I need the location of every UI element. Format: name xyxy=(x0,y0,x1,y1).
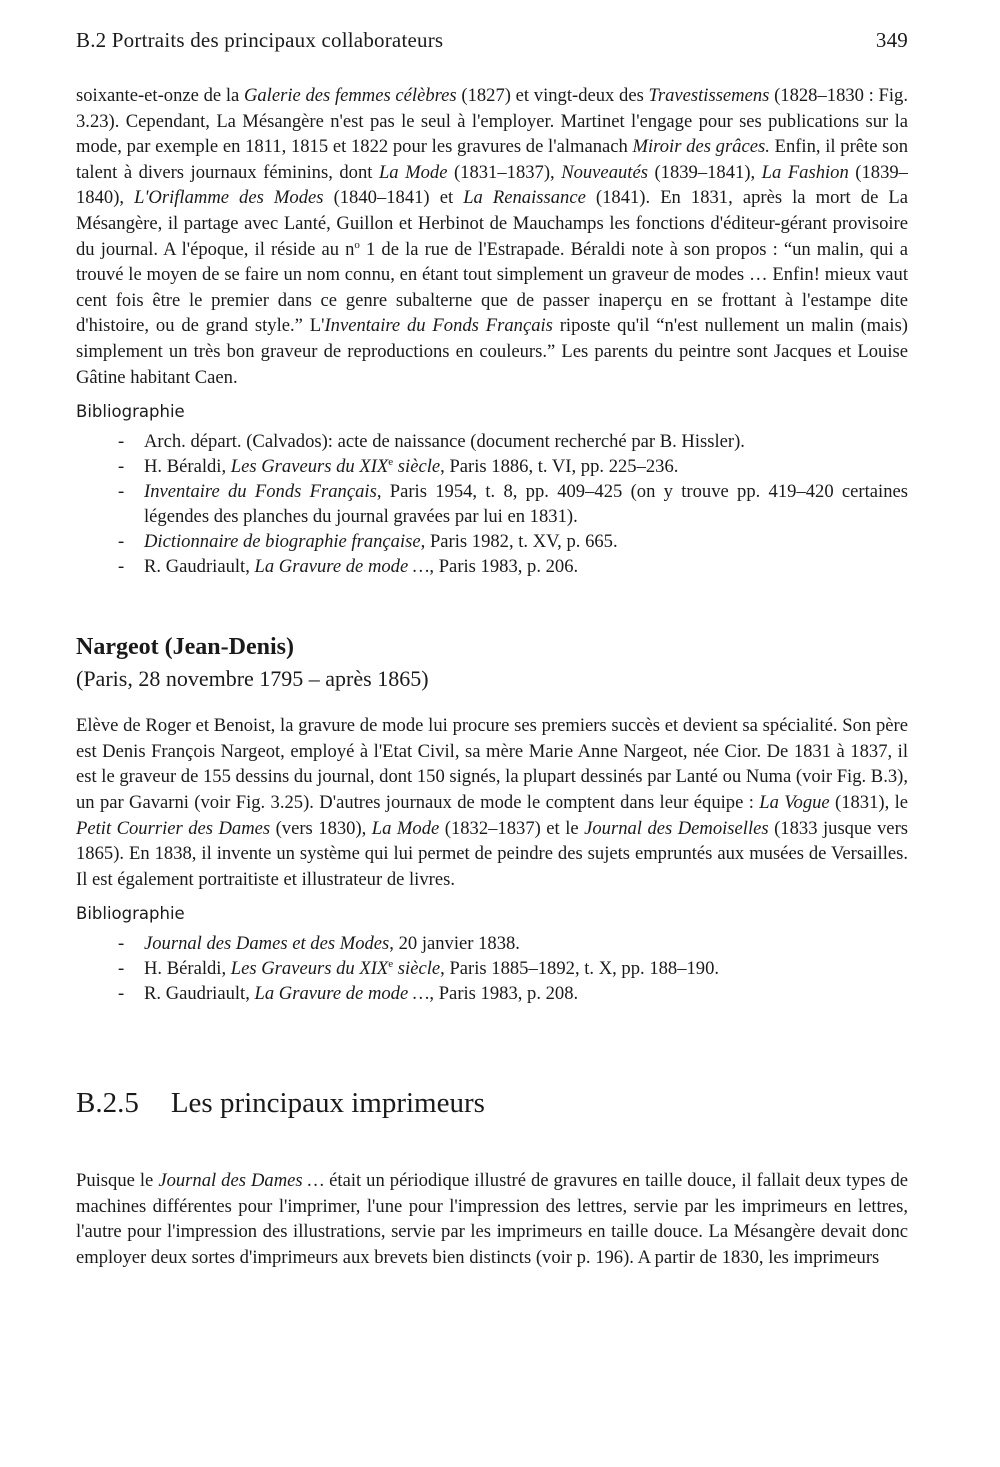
bibliography-item: - R. Gaudriault, La Gravure de mode …, Paris 1983, p. 208. xyxy=(118,981,908,1006)
bibliography-item: - Inventaire du Fonds Français, Paris 1954, t. 8, pp. 409–425 (on y trouve pp. 419–420 certaines légendes des planches du journal gravées par lui en 1831). xyxy=(118,479,908,529)
section-heading xyxy=(76,1086,908,1120)
running-header xyxy=(76,28,908,53)
paragraph-martinet: soixante-et-onze de la Galerie des femmes célèbres (1827) et vingt-deux des Travestissemens (1828–1830 : Fig. 3.23). Cependant, La Mésangère n'est pas le seul à l'employer. Martinet l'engage pour ses publications sur la mode, par exemple en 1811, 1815 et 1822 pour les gravures de l'almanach Miroir des grâces. Enfin, il prête son talent à divers journaux féminins, dont La Mode (1831–1837), Nouveautés (1839–1841), La Fashion (1839–1840), L'Oriflamme des Modes (1840–1841) et La Renaissance (1841). En 1831, après la mort de La Mésangère, il partage avec Lanté, Guillon et Herbinot de Mauchamps les fonctions d'éditeur-gérant provisoire du journal. A l'époque, il réside au $n^o$ 1 de la rue de l'Estrapade. Béraldi note à son propos : “un malin, qui a trouvé le moyen de se faire un nom connu, en étant tout simplement un graveur de modes … Enfin! mieux vaut cent fois être le premier dans ce genre subalterne que de passer inaperçu en se frottant à l'estampe dite d'histoire, ou de grand style.” L'Inventaire du Fonds Français riposte qu'il “n'est nullement un malin (mais) simplement un très bon graveur de reproductions en couleurs.” Les parents du peintre sont Jacques et Louise Gâtine habitant Caen. xyxy=(76,85,909,388)
bibliography-item: - H. Béraldi, Les Graveurs du XIXe siècle, Paris 1886, t. VI, pp. 225–236. xyxy=(118,454,908,479)
bibliography-item: - Arch. départ. (Calvados): acte de naissance (document recherché par B. Hissler). xyxy=(118,429,908,454)
entry-name: Nargeot (Jean-Denis) xyxy=(76,634,294,661)
page xyxy=(76,28,908,1271)
entry-dates: (Paris, 28 novembre 1795 – après 1865) xyxy=(76,666,429,692)
running-header-section: B.2 Portraits des principaux collaborateurs xyxy=(76,28,444,52)
bibliography-heading: Bibliographie xyxy=(76,904,185,924)
bibliography-heading: Bibliographie xyxy=(76,402,185,422)
bibliography-list xyxy=(76,429,908,579)
bibliography-list xyxy=(76,931,908,1006)
section-number: B.2.5 xyxy=(76,1087,139,1120)
page-number: 349 xyxy=(875,28,908,52)
bibliography-item: - H. Béraldi, Les Graveurs du XIXe siècle, Paris 1885–1892, t. X, pp. 188–190. xyxy=(118,956,908,981)
paragraph-nargeot: Elève de Roger et Benoist, la gravure de mode lui procure ses premiers succès et devient sa spécialité. Son père est Denis François Nargeot, employé à l'Etat Civil, sa mère Marie Anne Nargeot, née Cior. De 1831 à 1837, il est le graveur de 155 dessins du journal, dont 150 signés, la plupart dessinés par Lanté ou Numa (voir Fig. B.3), un par Gavarni (voir Fig. 3.25). D'autres journaux de mode le comptent dans leur équipe : La Vogue (1831), le Petit Courrier des Dames (vers 1830), La Mode (1832–1837) et le Journal des Demoiselles (1833 jusque vers 1865). En 1838, il invente un système qui lui permet de peindre des sujets empruntés aux musées de Versailles. Il est également portraitiste et illustrateur de livres. xyxy=(76,715,909,890)
bibliography-item: - Journal des Dames et des Modes, 20 janvier 1838. xyxy=(118,931,908,956)
section-title: Les principaux imprimeurs xyxy=(170,1087,485,1120)
bibliography-item: - Dictionnaire de biographie française, Paris 1982, t. XV, p. 665. xyxy=(118,529,908,554)
bibliography-item: - R. Gaudriault, La Gravure de mode …, Paris 1983, p. 206. xyxy=(118,554,908,579)
paragraph-imprimeurs: Puisque le Journal des Dames … était un périodique illustré de gravures en taille douce, il fallait deux types de machines différentes pour l'imprimer, l'une pour l'impression des lettres, servie par les imprimeurs en lettres, l'autre pour l'impression des illustrations, servie par les imprimeurs en taille douce. La Mésangère devait donc employer deux sortes d'imprimeurs aux brevets bien distincts (voir p. 196). A partir de 1830, les imprimeurs xyxy=(76,1170,908,1269)
